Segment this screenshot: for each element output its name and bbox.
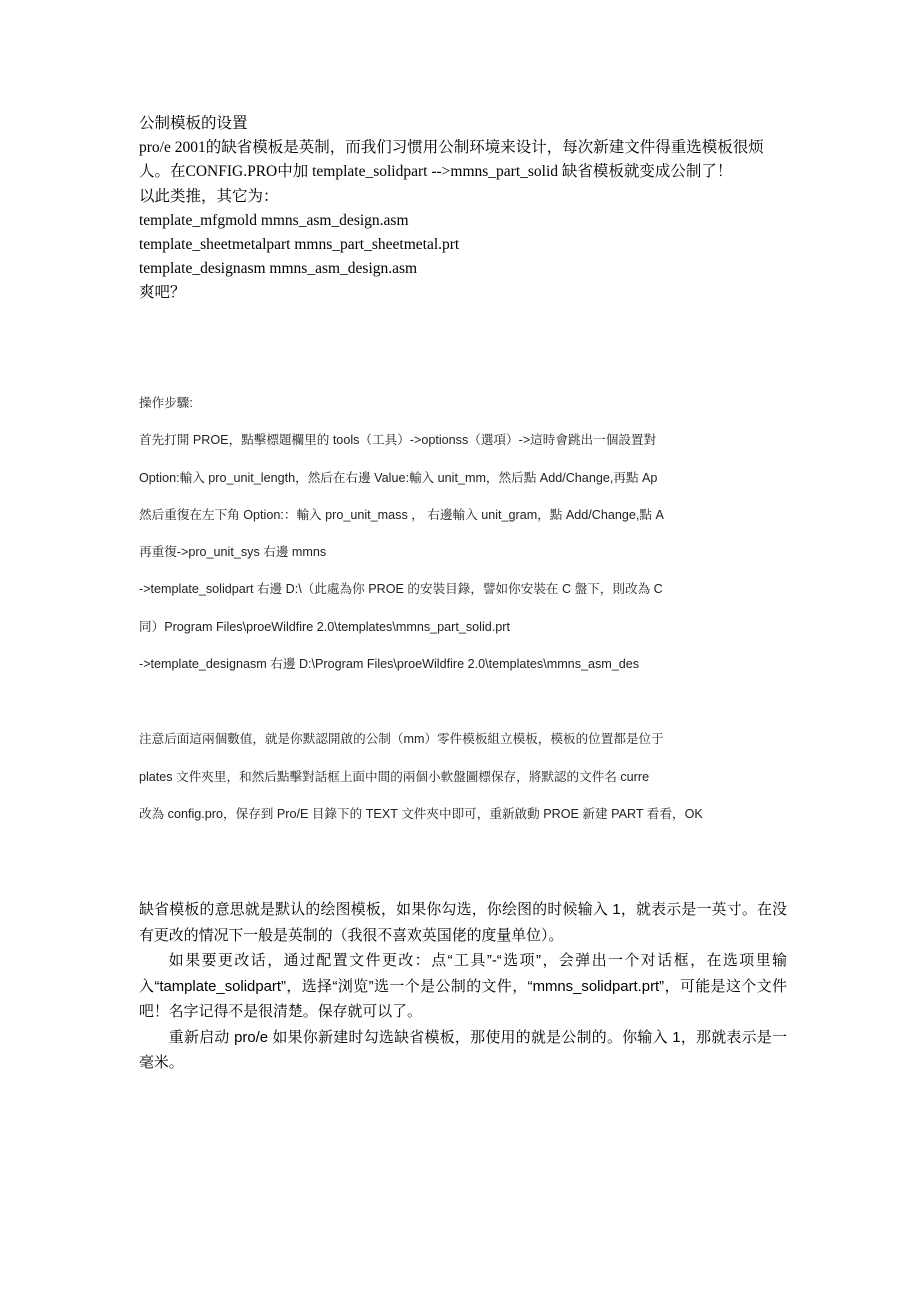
step-line: 首先打開 PROE，點擊標題欄里的 tools（工具）->optionss（選項）->這時會跳出一個設置對 [139, 433, 657, 448]
step-line: ->template_designasm 右邊 D:\Program Files\proeWildfire 2.0\templates\mmns_asm_des [139, 657, 640, 672]
section-title: 公制模板的设置 [139, 115, 248, 132]
note-line: 注意后面這兩個數值，就是你默認開啟的公制（mm）零件模板組立模板，模板的位置都是位于 [139, 732, 664, 747]
default-template-explanation [139, 898, 787, 1077]
template-line: template_mfgmold mmns_asm_design.asm [139, 211, 409, 229]
template-line: template_designasm mmns_asm_design.asm [139, 260, 418, 278]
explanation-paragraph: 重新启动 pro/e 如果你新建时勾选缺省模板，那使用的就是公制的。你输入 1，那就表示是一毫米。 [139, 1029, 787, 1071]
analogy-line: 以此类推，其它为： [139, 187, 279, 205]
explanation-paragraph: 缺省模板的意思就是默认的绘图模板，如果你勾选，你绘图的时候输入 1，就表示是一英寸。在没有更改的情况下一般是英制的（我很不喜欢英国佬的度量单位）。 [139, 902, 787, 944]
explanation-paragraph: 如果要更改话，通过配置文件更改：点“工具”-“选项”，会弹出一个对话框，在选项里输入“tamplate_solidpart”，选择“浏览”选一个是公制的文件，“mmns_solidpart.prt”，可能是这个文件吧！名字记得不是很清楚。保存就可以了。 [139, 953, 787, 1020]
metric-template-section [139, 112, 789, 306]
step-line: 再重復->pro_unit_sys 右邊 mmns [139, 545, 327, 560]
intro-paragraph: pro/e 2001的缺省模板是英制，而我们习惯用公制环境来设计，每次新建文件得重选模板很烦人。在CONFIG.PRO中加 template_solidpart -->mmns_part_solid 缺省模板就变成公制了！ [139, 139, 764, 181]
step-line: Option:輸入 pro_unit_length，然后在右邊 Value:輸入 unit_mm，然后點 Add/Change,再點 Ap [139, 470, 658, 485]
template-line: template_sheetmetalpart mmns_part_sheetmetal.prt [139, 236, 460, 254]
step-line: ->template_solidpart 右邊 D:\（此處為你 PROE 的安裝目錄，譬如你安裝在 C 盤下，則改為 C [139, 582, 663, 597]
step-line: 然后重復在左下角 Option:：輸入 pro_unit_mass ， 右邊輸入 unit_gram，點 Add/Change,點 A [139, 507, 664, 522]
operation-steps-section [139, 393, 779, 841]
note-line: plates 文件夾里，和然后點擊對話框上面中間的兩個小軟盤圖標保存，將默認的文件名 curre [139, 769, 650, 784]
note-line: 改為 config.pro，保存到 Pro/E 目錄下的 TEXT 文件夾中即可，重新啟動 PROE 新建 PART 看看，OK [139, 806, 703, 821]
closing-line: 爽吧？ [139, 284, 186, 302]
steps-heading: 操作步驟: [139, 396, 193, 410]
step-line: 同）Program Files\proeWildfire 2.0\templates\mmns_part_solid.prt [139, 619, 510, 634]
